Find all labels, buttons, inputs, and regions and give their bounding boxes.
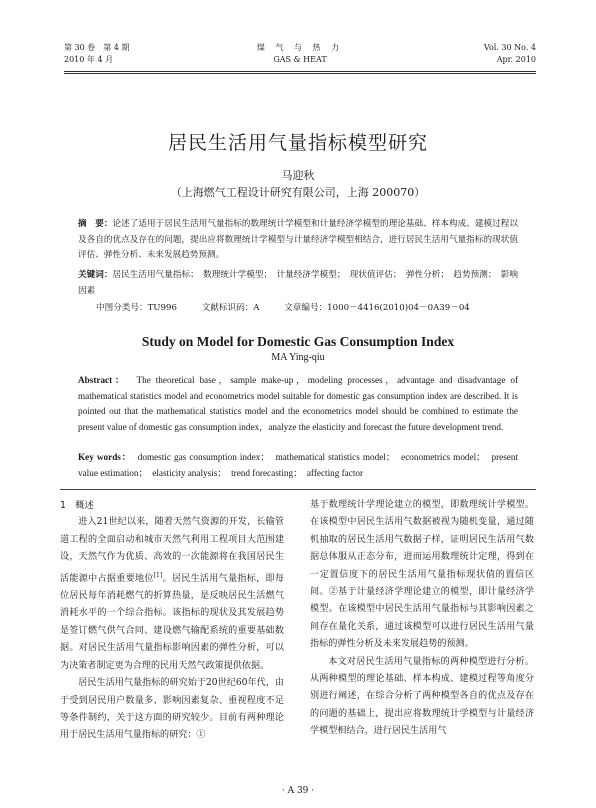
- keywords-en-text: domestic gas consumption index； mathematical statistics model； econometrics model； present value estimation； elasticity analysis； trend forecasting； affecting factor: [78, 452, 519, 478]
- keywords-cn-label: 关键词：: [78, 270, 113, 280]
- document-code: 文献标识码：A: [201, 303, 260, 313]
- body-column-left: [60, 497, 284, 745]
- body-paragraph: 居民生活用气量指标的研究始于20世纪60年代，由于受到居民用户数量多、影响因素复杂、重视程度不足等条件制约，关于这方面的研究较少。目前有两种理论用于居民生活用气量指标的研究：①: [60, 678, 284, 741]
- abstract-cn-label: 摘 要：: [78, 219, 113, 229]
- paragraph-text: 进入21世纪以来，随着天然气资源的开发，长输管道工程的全面启动和城市天然气利用工程项目大范围建设，天然气作为优质、高效的一次能源将在我国居民生活能源中占据重要地位: [60, 517, 284, 584]
- header-date-en: Apr. 2010: [496, 55, 536, 64]
- keywords-cn-text: 居民生活用气量指标； 数理统计学模型； 计量经济学模型； 现状值评估； 弹性分析； 趋势预测； 影响因素: [78, 270, 518, 296]
- body-paragraph: 本文对居民生活用气量指标的两种模型进行分析。从两种模型的理论基础、样本构成、建模过程等角度分别进行阐述，在综合分析了两种模型各自的优点及存在的问题的基础上，提出应将数理统计学模型与计量经济学模型相结合，进行居民生活用气: [310, 656, 534, 737]
- body-column-right: [310, 497, 534, 741]
- abstract-en-label: Abstract：: [78, 375, 127, 385]
- affiliation-cn: （上海燃气工程设计研究有限公司，上海 200070）: [170, 186, 426, 199]
- body-paragraph: [60, 514, 284, 675]
- header-journal-en: GAS & HEAT: [273, 55, 327, 64]
- keywords-en-label: Key words：: [78, 452, 132, 462]
- header-right: [484, 42, 536, 66]
- keywords-cn: [78, 268, 518, 299]
- abstract-cn: [78, 217, 518, 264]
- paragraph-text: 。居民生活用气量指标，即每位居民每年消耗燃气的折算热量，是反映居民生活燃气消耗水平的一个综合指标。该指标的现状及其发展趋势是签订燃气供气合同、建设燃气输配系统的重要基础数据。对居民生活用气量指标影响因素的弹性分析，可以为决策者制定更为合理的民用天然气政策提供依据。: [60, 573, 284, 671]
- header-date-cn: 2010 年 4 月: [64, 55, 114, 64]
- author-en: MA Ying-qiu: [271, 352, 325, 363]
- abstract-cn-text: 论述了适用于居民生活用气量指标的数理统计学模型和计量经济学模型的理论基础、样本构成、建模过程以及各自的优点及存在的问题，提出应将数理统计学模型与计量经济学模型相结合，进行居民生活用气量指标的现状值评估、弹性分析、未来发展趋势预测。: [78, 219, 518, 260]
- paper-title-en: Study on Model for Domestic Gas Consumption Index: [141, 334, 455, 349]
- abstract-en-text: The theoretical base，sample make-up，modeling processes，advantage and disadvantage of mathematical statistics model and econometrics model suitable for domestic gas consumption index are described. It is pointed out that the mathematical statistics model and the econometrics model should be combined to estimate the present value of domestic gas consumption index，analyze the elasticity and forecast the future development trend.: [78, 375, 519, 432]
- classification-line: [96, 301, 492, 313]
- keywords-en: [78, 450, 518, 481]
- citation[interactable]: [1]: [153, 571, 163, 579]
- header-volume-cn: 第 30 卷 第 4 期: [64, 43, 130, 52]
- paper-title-cn: 居民生活用气量指标模型研究: [167, 132, 428, 154]
- page-number: · A 39 ·: [281, 786, 315, 796]
- section-divider: [60, 489, 536, 490]
- header-journal-cn: 煤 气 与 热 力: [256, 43, 344, 52]
- header-rule: [64, 71, 536, 72]
- header-center: [64, 42, 536, 66]
- abstract-en: [78, 373, 518, 435]
- header-volume-en: Vol. 30 No. 4: [483, 43, 536, 52]
- author-cn: 马迎秋: [281, 169, 315, 182]
- clc-number: 中图分类号：TU996: [96, 303, 177, 313]
- article-number: 文章编号：1000－4416(2010)04－0A39－04: [284, 303, 470, 313]
- section-heading: 1 概述: [60, 500, 94, 511]
- body-paragraph: 基于数理统计学理论建立的模型，即数理统计学模型。在该模型中居民生活用气数据被视为随机变量，通过随机抽取的居民生活用气数据子样，证明居民生活用气数据总体服从正态分布，进而运用数理统计定理，得到在一定置信度下的居民生活用气量指标现状值的置信区间。②基于计量经济学理论建立的模型，即计量经济学模型。在该模型中居民生活用气量指标与其影响因素之间存在量化关系，通过该模型可以进行居民生活用气量指标的弹性分析及未来发展趋势的预测。: [310, 500, 534, 650]
- header-rule-thin: [64, 73, 536, 74]
